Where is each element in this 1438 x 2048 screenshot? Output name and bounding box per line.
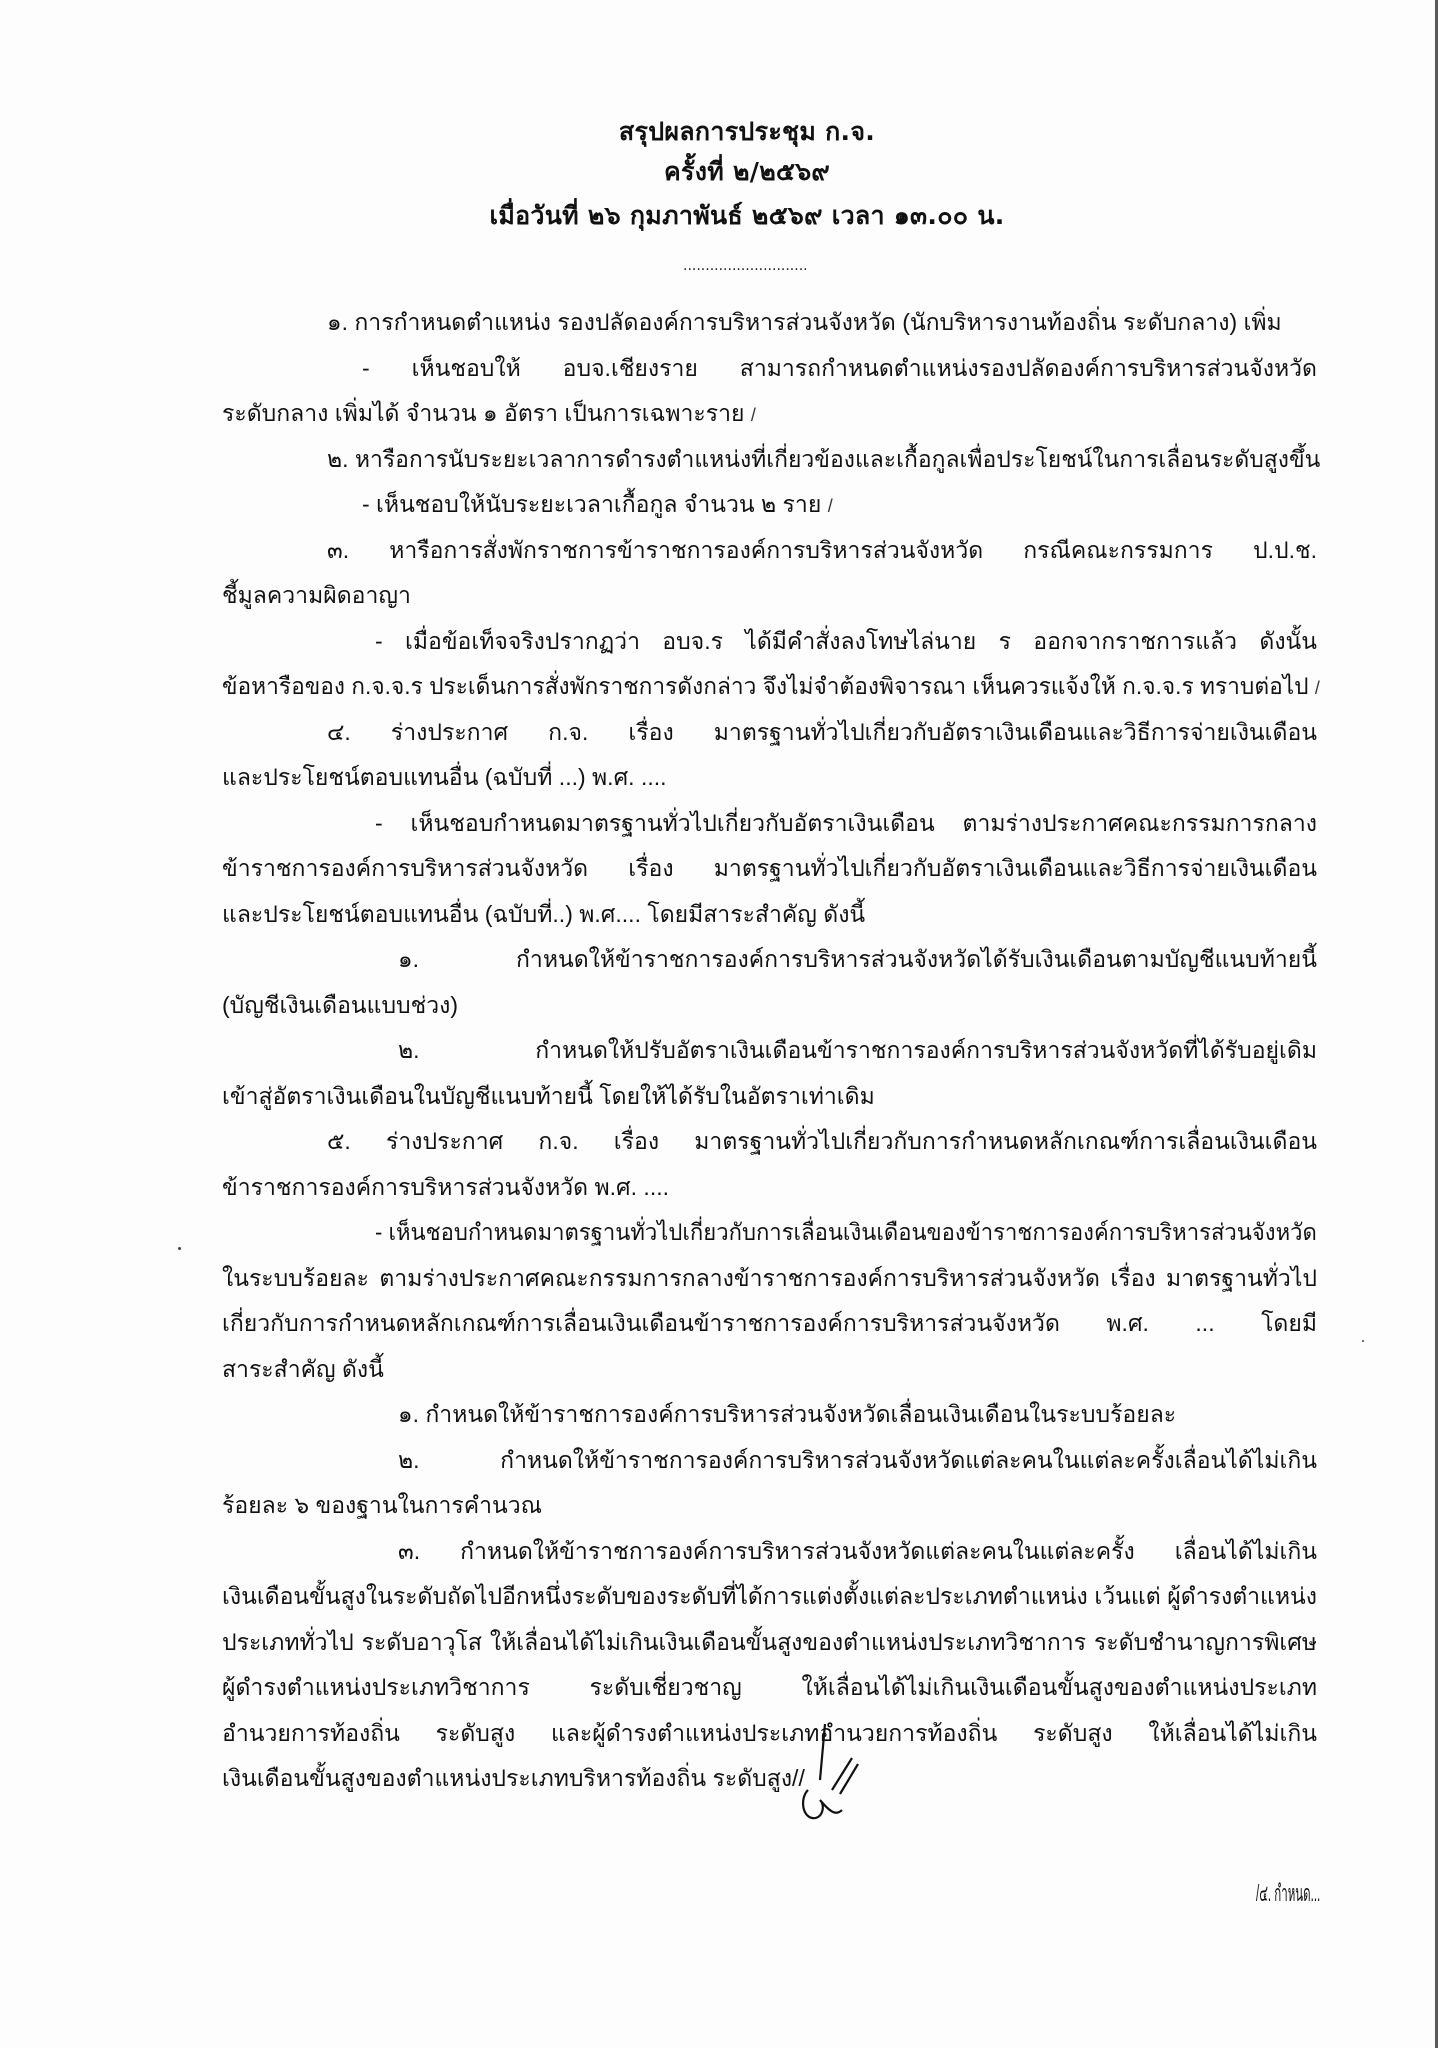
handwritten-initials-icon [780,1720,860,1830]
agenda-item-4-resolution: - เห็นชอบกำหนดมาตรฐานทั่วไปเกี่ยวกับอัตราเงินเดือน ตามร่างประกาศคณะกรรมการกลาง [375,810,1317,836]
agenda-item-5-point-3-cont3: ผู้ดำรงตำแหน่งประเภทวิชาการ ระดับเชี่ยวชาญ ให้เลื่อนได้ไม่เกินเงินเดือนขั้นสูงของตำแหน่งประเภท [222,1674,1317,1700]
text-span: - เห็นชอบให้นับระยะเวลาเกื้อกูล จำนวน ๒ ราย [362,491,822,517]
agenda-item-5-point-2: ๒. กำหนดให้ข้าราชการองค์การบริหารส่วนจังหวัดแต่ละคนในแต่ละครั้งเลื่อนได้ไม่เกิน [398,1447,1317,1473]
agenda-item-4-point-2: ๒. กำหนดให้ปรับอัตราเงินเดือนข้าราชการองค์การบริหารส่วนจังหวัดที่ได้รับอยู่เดิม [398,1037,1317,1063]
text-span: ข้อหารือของ ก.จ.จ.ร ประเด็นการสั่งพักราชการดังกล่าว จึงไม่จำต้องพิจารณา เห็นควรแจ้งให้ ก.จ.จ.ร ทราบต่อไป [222,673,1309,699]
agenda-item-3-heading: ๓. หารือการสั่งพักราชการข้าราชการองค์การบริหารส่วนจังหวัด กรณีคณะกรรมการ ป.ป.ช. [327,537,1317,563]
check-mark-icon: / [827,496,833,516]
agenda-item-2-heading: ๒. หารือการนับระยะเวลาการดำรงตำแหน่งที่เกี่ยวข้องและเกื้อกูลเพื่อประโยชน์ในการเลื่อนระดับสูงขึ้น [327,446,1321,472]
agenda-item-3-resolution: - เมื่อข้อเท็จจริงปรากฏว่า อบจ.ร ได้มีคำสั่งลงโทษไล่นาย ร ออกจากราชการแล้ว ดังนั้น [375,628,1317,654]
agenda-item-5-resolution-cont2: เกี่ยวกับการกำหนดหลักเกณฑ์การเลื่อนเงินเดือนข้าราชการองค์การบริหารส่วนจังหวัด พ.ศ. ... โดยมี [222,1310,1317,1336]
agenda-item-5-point-3-cont4: อำนวยการท้องถิ่น ระดับสูง และผู้ดำรงตำแหน่งประเภทอำนวยการท้องถิ่น ระดับสูง ให้เลื่อนได้ไม่เกิน [222,1720,1317,1746]
agenda-item-4-resolution-cont: ข้าราชการองค์การบริหารส่วนจังหวัด เรื่อง มาตรฐานทั่วไปเกี่ยวกับอัตราเงินเดือนและวิธีการจ่ายเงินเดือน [222,855,1317,881]
agenda-item-5-resolution: - เห็นชอบกำหนดมาตรฐานทั่วไปเกี่ยวกับการเลื่อนเงินเดือนของข้าราชการองค์การบริหารส่วนจังหวัด [375,1219,1317,1245]
agenda-item-4-point-2-cont: เข้าสู่อัตราเงินเดือนในบัญชีแนบท้ายนี้ โดยให้ได้รับในอัตราเท่าเดิม [222,1083,875,1109]
agenda-item-5-resolution-cont: ในระบบร้อยละ ตามร่างประกาศคณะกรรมการกลางข้าราชการองค์การบริหารส่วนจังหวัด เรื่อง มาตรฐานทั่วไป [222,1265,1317,1291]
agenda-item-4-resolution-cont2: และประโยชน์ตอบแทนอื่น (ฉบับที่..) พ.ศ.... โดยมีสาระสำคัญ ดังนี้ [222,901,866,927]
agenda-item-5-point-3-cont2: ประเภททั่วไป ระดับอาวุโส ให้เลื่อนได้ไม่เกินเงินเดือนขั้นสูงของตำแหน่งประเภทวิชาการ ระดับชำนาญการพิเศษ [222,1629,1317,1655]
agenda-item-5-heading: ๕. ร่างประกาศ ก.จ. เรื่อง มาตรฐานทั่วไปเกี่ยวกับการกำหนดหลักเกณฑ์การเลื่อนเงินเดือน [327,1128,1317,1154]
agenda-item-5-point-2-cont: ร้อยละ ๖ ของฐานในการคำนวณ [222,1492,542,1518]
agenda-item-5-point-3-cont: เงินเดือนขั้นสูงในระดับถัดไปอีกหนึ่งระดับของระดับที่ได้การแต่งตั้งแต่ละประเภทตำแหน่ง เว้นแต่ ผู้ดำรงตำแหน่ง [222,1583,1317,1609]
header-separator: ............................ [683,258,808,274]
scan-speck [1362,1340,1364,1342]
agenda-item-5-point-3: ๓. กำหนดให้ข้าราชการองค์การบริหารส่วนจังหวัดแต่ละคนในแต่ละครั้ง เลื่อนได้ไม่เกิน [398,1538,1317,1564]
agenda-item-5-resolution-cont3: สาระสำคัญ ดังนี้ [222,1356,384,1382]
agenda-item-3-heading-cont: ชี้มูลความผิดอาญา [222,582,411,608]
agenda-item-5-heading-cont: ข้าราชการองค์การบริหารส่วนจังหวัด พ.ศ. .... [222,1174,669,1200]
document-title: สรุปผลการประชุม ก.จ. [618,117,876,146]
text-span: ระดับกลาง เพิ่มได้ จำนวน ๑ อัตรา เป็นการเฉพาะราย [222,400,745,426]
agenda-item-1-heading: ๑. การกำหนดตำแหน่ง รองปลัดองค์การบริหารส่วนจังหวัด (นักบริหารงานท้องถิ่น ระดับกลาง) เพิ่ม [327,309,1282,335]
check-mark-icon: / [1314,678,1320,698]
continuation-marker: /๔. กำหนด... [1256,1880,1321,1906]
meeting-date-time: เมื่อวันที่ ๒๖ กุมภาพันธ์ ๒๕๖๙ เวลา ๑๓.๐๐ น. [489,201,1005,230]
agenda-item-3-resolution-cont [222,671,1320,703]
agenda-item-4-heading: ๔. ร่างประกาศ ก.จ. เรื่อง มาตรฐานทั่วไปเกี่ยวกับอัตราเงินเดือนและวิธีการจ่ายเงินเดือน [327,719,1317,745]
meeting-session: ครั้งที่ ๒/๒๕๖๙ [663,157,831,186]
agenda-item-4-point-1-cont: (บัญชีเงินเดือนแบบช่วง) [222,992,459,1018]
agenda-item-4-point-1: ๑. กำหนดให้ข้าราชการองค์การบริหารส่วนจังหวัดได้รับเงินเดือนตามบัญชีแนบท้ายนี้ [398,946,1317,972]
agenda-item-4-heading-cont: และประโยชน์ตอบแทนอื่น (ฉบับที่ ...) พ.ศ. .... [222,764,667,790]
agenda-item-1-resolution-cont [222,398,756,430]
scan-speck [178,1247,181,1250]
agenda-item-1-resolution: - เห็นชอบให้ อบจ.เชียงราย สามารถกำหนดตำแหน่งรองปลัดองค์การบริหารส่วนจังหวัด [362,355,1317,381]
agenda-item-5-point-1: ๑. กำหนดให้ข้าราชการองค์การบริหารส่วนจังหวัดเลื่อนเงินเดือนในระบบร้อยละ [398,1401,1177,1427]
agenda-item-5-point-3-cont5: เงินเดือนขั้นสูงของตำแหน่งประเภทบริหารท้องถิ่น ระดับสูง// [222,1765,805,1791]
agenda-item-2-resolution [362,489,833,521]
check-mark-icon: / [750,405,756,425]
